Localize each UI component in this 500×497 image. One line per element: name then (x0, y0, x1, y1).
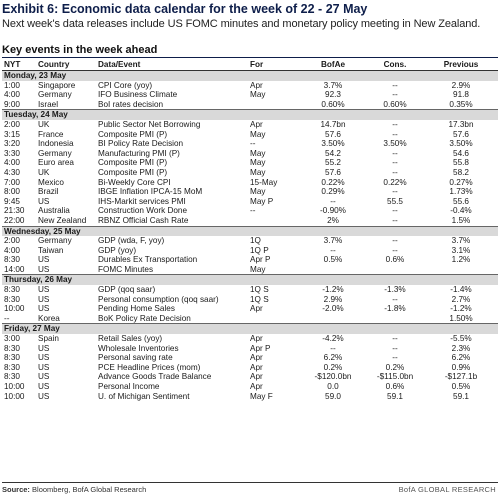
cell-time: 8:30 (4, 255, 20, 265)
cell-time: 3:30 (4, 148, 20, 158)
cell-country: New Zealand (38, 215, 87, 225)
cell-for: May (250, 158, 266, 168)
table-row (2, 120, 498, 130)
cell-bofae: 92.3 (325, 90, 341, 100)
cell-for: Apr (250, 80, 263, 90)
col-header-country: Country (36, 59, 96, 71)
cell-event: Public Sector Net Borrowing (98, 119, 201, 129)
cell-event: GDP (yoy) (98, 245, 137, 255)
cell-for: Apr (250, 362, 263, 372)
cell-event: CPI Core (yoy) (98, 80, 153, 90)
table-row (2, 139, 498, 149)
cell-event: BoK Policy Rate Decision (98, 313, 191, 323)
cell-consensus: 0.2% (385, 362, 405, 372)
cell-consensus: 0.6% (385, 382, 405, 391)
cell-consensus: -1.3% (384, 285, 406, 295)
table-row (2, 295, 498, 305)
cell-event: Manufacturing PMI (P) (98, 148, 180, 158)
table-row (2, 197, 498, 207)
cell-bofae: -4.2% (322, 334, 344, 344)
cell-event: RBNZ Official Cash Rate (98, 215, 189, 225)
cell-consensus (366, 265, 424, 275)
cell-event: Personal Income (98, 382, 160, 391)
cell-country: Brazil (38, 187, 59, 197)
table-row (2, 246, 498, 256)
cell-event: Durables Ex Transportation (98, 255, 198, 265)
cell-time: 9:45 (4, 196, 20, 206)
cell-country: Korea (38, 313, 60, 323)
cell-consensus: -- (392, 294, 398, 304)
table-row (2, 206, 498, 216)
cell-time: 8:30 (4, 353, 20, 363)
cell-country: US (38, 362, 50, 372)
cell-bofae: 0.2% (323, 362, 343, 372)
cell-time: 4:00 (4, 90, 20, 100)
cell-for: Apr (250, 382, 263, 391)
cell-event: Personal saving rate (98, 353, 173, 363)
cell-bofae: 0.22% (321, 177, 345, 187)
cell-time: 10:00 (4, 391, 25, 401)
cell-country: US (38, 353, 50, 363)
cell-bofae (300, 314, 366, 324)
bottom-rule (2, 482, 498, 483)
cell-country: UK (38, 167, 50, 177)
col-header-bofae: BofAe (300, 59, 366, 71)
cell-bofae: -0.90% (320, 206, 346, 216)
cell-consensus: 55.5 (387, 196, 403, 206)
cell-previous: -5.5% (450, 334, 472, 344)
cell-time: 4:30 (4, 167, 20, 177)
table-row (2, 168, 498, 178)
cell-country: Taiwan (38, 245, 64, 255)
cell-for: May (250, 264, 266, 274)
col-header-time: NYT (2, 59, 36, 71)
cell-time: 22:00 (4, 215, 25, 225)
cell-bofae: 3.7% (323, 80, 343, 90)
cell-country: Spain (38, 334, 59, 344)
cell-previous: 3.50% (449, 139, 473, 149)
cell-event: IBGE Inflation IPCA-15 MoM (98, 187, 203, 197)
cell-for: May (250, 129, 266, 139)
cell-consensus: -1.8% (384, 304, 406, 314)
cell-previous: 0.9% (451, 362, 471, 372)
cell-bofae: -- (330, 196, 336, 206)
table-row (2, 130, 498, 140)
table-row (2, 392, 498, 402)
cell-previous: 58.2 (453, 167, 469, 177)
cell-event: IFO Business Climate (98, 90, 178, 100)
source-note (2, 485, 146, 494)
cell-time: 3:00 (4, 334, 20, 344)
table-row (2, 304, 498, 314)
table-row (2, 158, 498, 168)
cell-bofae (300, 265, 366, 275)
cell-bofae: 14.7bn (320, 119, 346, 129)
cell-time: 8:30 (4, 362, 20, 372)
section-title: Key events in the week ahead (2, 44, 158, 56)
table-row (2, 100, 498, 110)
cell-previous (424, 265, 498, 275)
cell-for (248, 314, 300, 324)
table-row (2, 353, 498, 363)
header-row (2, 59, 498, 71)
cell-bofae: 3.7% (323, 236, 343, 246)
table-row (2, 187, 498, 197)
cell-time: 8:00 (4, 187, 20, 197)
cell-bofae: 6.2% (323, 353, 343, 363)
cell-previous: 1.50% (449, 313, 473, 323)
cell-previous: 55.8 (453, 158, 469, 168)
cell-bofae: 0.5% (323, 255, 343, 265)
cell-country: Germany (38, 236, 72, 246)
col-header-previous: Previous (424, 59, 498, 71)
cell-event: Wholesale Inventories (98, 343, 179, 353)
cell-time: 14:00 (4, 264, 25, 274)
cell-consensus: 0.22% (383, 177, 407, 187)
cell-time: -- (4, 313, 10, 323)
cell-event: BI Policy Rate Decision (98, 139, 184, 149)
cell-time: 9:00 (4, 99, 20, 109)
cell-for (248, 216, 300, 226)
cell-event: Advance Goods Trade Balance (98, 372, 212, 382)
table-row (2, 382, 498, 392)
table-row (2, 236, 498, 246)
table-row (2, 81, 498, 91)
cell-for: May (250, 187, 266, 197)
cell-bofae: 3.50% (321, 139, 345, 149)
cell-time: 4:00 (4, 158, 20, 168)
cell-consensus: 59.1 (387, 391, 403, 401)
table-row (2, 363, 498, 373)
cell-consensus: -- (392, 353, 398, 363)
cell-previous: 1.73% (449, 187, 473, 197)
cell-time: 8:30 (4, 343, 20, 353)
cell-event: Retail Sales (yoy) (98, 334, 163, 344)
day-label: Tuesday, 24 May (2, 110, 498, 120)
cell-time: 2:00 (4, 236, 20, 246)
cell-for: Apr (250, 334, 263, 344)
table-row (2, 265, 498, 275)
source-text: Bloomberg, BofA Global Research (32, 485, 147, 494)
cell-event: Composite PMI (P) (98, 158, 168, 168)
cell-for: May P (250, 196, 274, 206)
table-row (2, 344, 498, 354)
cell-time: 1:00 (4, 80, 20, 90)
cell-for: 1Q S (250, 285, 269, 295)
cell-previous: 6.2% (451, 353, 471, 363)
cell-consensus: -- (392, 80, 398, 90)
cell-previous: 17.3bn (448, 119, 474, 129)
cell-event: BoI rates decision (98, 99, 164, 109)
cell-previous: 0.27% (449, 177, 473, 187)
cell-previous: 54.6 (453, 148, 469, 158)
cell-time: 8:30 (4, 285, 20, 295)
cell-event: GDP (wda, F, yoy) (98, 236, 165, 246)
cell-for: 15-May (250, 177, 278, 187)
cell-event: Bi-Weekly Core CPI (98, 177, 171, 187)
cell-previous: -0.4% (450, 206, 472, 216)
cell-country: Australia (38, 206, 70, 216)
cell-consensus: -- (392, 129, 398, 139)
cell-previous: 1.2% (451, 255, 471, 265)
cell-bofae: 57.6 (325, 167, 341, 177)
cell-bofae: 57.6 (325, 129, 341, 139)
cell-bofae: 2.9% (323, 294, 343, 304)
cell-bofae: 55.2 (325, 158, 341, 168)
cell-previous: 59.1 (453, 391, 469, 401)
cell-country: US (38, 304, 50, 314)
cell-time: 21:30 (4, 206, 25, 216)
cell-for: Apr (250, 353, 263, 363)
cell-consensus: -- (392, 245, 398, 255)
cell-country: US (38, 255, 50, 265)
cell-time: 7:00 (4, 177, 20, 187)
cell-for: Apr (250, 304, 263, 314)
cell-bofae: 2% (327, 215, 339, 225)
cell-consensus: -- (392, 236, 398, 246)
cell-for: Apr P (250, 255, 271, 265)
cell-previous: 1.5% (451, 215, 471, 225)
cell-country: UK (38, 119, 50, 129)
cell-previous: 55.6 (453, 196, 469, 206)
cell-for: Apr (250, 119, 263, 129)
table-row (2, 149, 498, 159)
cell-country: US (38, 196, 50, 206)
day-header-row (2, 71, 498, 81)
exhibit-subtitle: Next week's data releases include US FOMC minutes and monetary policy meeting in New Zealand. (2, 18, 481, 30)
day-label: Wednesday, 25 May (2, 226, 498, 236)
cell-previous: -$127.1b (444, 372, 478, 382)
cell-country: US (38, 372, 50, 382)
cell-consensus: -$115.0bn (376, 372, 414, 382)
cell-time: 4:00 (4, 245, 20, 255)
brand-mark: BofA GLOBAL RESEARCH (398, 485, 496, 494)
day-label: Friday, 27 May (2, 324, 498, 334)
cell-for: 1Q S (250, 294, 269, 304)
cell-event: Composite PMI (P) (98, 129, 168, 139)
day-header-row (2, 324, 498, 334)
col-header-event: Data/Event (96, 59, 248, 71)
cell-time: 10:00 (4, 382, 25, 391)
cell-for: -- (250, 206, 256, 216)
cell-consensus: -- (392, 215, 398, 225)
exhibit-title: Exhibit 6: Economic data calendar for the week of 22 - 27 May (2, 2, 368, 16)
table-row (2, 334, 498, 344)
cell-previous: -1.2% (450, 304, 472, 314)
cell-for: Apr P (250, 343, 271, 353)
cell-time: 8:30 (4, 372, 20, 382)
table-row (2, 285, 498, 295)
cell-previous: 3.7% (451, 236, 471, 246)
day-header-row (2, 275, 498, 285)
col-header-for: For (248, 59, 300, 71)
day-label: Monday, 23 May (2, 71, 498, 81)
table-row (2, 372, 498, 382)
cell-bofae: -- (330, 343, 336, 353)
cell-consensus: -- (392, 343, 398, 353)
cell-consensus: -- (392, 187, 398, 197)
cell-country: Germany (38, 90, 72, 100)
cell-country: Singapore (38, 80, 76, 90)
cell-previous: 3.1% (451, 245, 471, 255)
col-header-consensus: Cons. (366, 59, 424, 71)
cell-country: Euro area (38, 158, 74, 168)
cell-previous: 91.8 (453, 90, 469, 100)
cell-event: Pending Home Sales (98, 304, 175, 314)
cell-country: France (38, 129, 64, 139)
cell-previous: 2.7% (451, 294, 471, 304)
cell-country: US (38, 391, 50, 401)
cell-event: Composite PMI (P) (98, 167, 168, 177)
cell-event: U. of Michigan Sentiment (98, 391, 190, 401)
cell-consensus: 3.50% (383, 139, 407, 149)
cell-time: 8:30 (4, 294, 20, 304)
source-label: Source: (2, 485, 30, 494)
cell-consensus: -- (392, 206, 398, 216)
day-header-row (2, 226, 498, 236)
table-row (2, 255, 498, 265)
cell-previous: 2.3% (451, 343, 471, 353)
cell-bofae: 59.0 (325, 391, 341, 401)
cell-consensus: -- (392, 90, 398, 100)
cell-consensus: -- (392, 158, 398, 168)
table-row (2, 314, 498, 324)
cell-for (248, 100, 300, 110)
cell-consensus: -- (392, 167, 398, 177)
top-rule (2, 57, 498, 58)
cell-time: 3:20 (4, 139, 20, 149)
cell-country: US (38, 382, 50, 391)
day-label: Thursday, 26 May (2, 275, 498, 285)
cell-bofae: -$120.0bn (314, 372, 352, 382)
cell-previous: 57.6 (453, 129, 469, 139)
cell-consensus: 0.60% (383, 99, 407, 109)
cell-event: PCE Headline Prices (mom) (98, 362, 201, 372)
cell-previous: 2.9% (451, 80, 471, 90)
cell-country: Israel (38, 99, 59, 109)
table-row (2, 178, 498, 188)
cell-for: May F (250, 391, 273, 401)
cell-country: US (38, 343, 50, 353)
cell-bofae: 0.60% (321, 99, 345, 109)
cell-time: 2:00 (4, 119, 20, 129)
cell-previous: 0.5% (451, 382, 471, 391)
cell-bofae: 54.2 (325, 148, 341, 158)
day-header-row (2, 110, 498, 120)
cell-consensus: -- (392, 334, 398, 344)
calendar-table (2, 59, 498, 401)
cell-event: FOMC Minutes (98, 264, 154, 274)
cell-bofae: 0.29% (321, 187, 345, 197)
cell-previous: 0.35% (449, 99, 473, 109)
cell-time: 3:15 (4, 129, 20, 139)
table-row (2, 90, 498, 100)
cell-consensus: 0.6% (385, 255, 405, 265)
cell-event: Personal consumption (qoq saar) (98, 294, 219, 304)
cell-for: May (250, 90, 266, 100)
cell-for: -- (250, 139, 256, 149)
cell-event: GDP (qoq saar) (98, 285, 156, 295)
cell-consensus: -- (392, 148, 398, 158)
cell-bofae: 0.0 (327, 382, 339, 391)
table-row (2, 216, 498, 226)
cell-country: US (38, 264, 50, 274)
cell-consensus: -- (392, 119, 398, 129)
cell-for: Apr (250, 372, 263, 382)
cell-for: 1Q (250, 236, 261, 246)
cell-event: IHS-Markit services PMI (98, 196, 186, 206)
cell-bofae: -- (330, 245, 336, 255)
cell-bofae: -2.0% (322, 304, 344, 314)
cell-previous: -1.4% (450, 285, 472, 295)
cell-event: Construction Work Done (98, 206, 188, 216)
cell-country: Mexico (38, 177, 64, 187)
cell-consensus (366, 314, 424, 324)
cell-country: Indonesia (38, 139, 74, 149)
calendar-body (2, 71, 498, 402)
cell-country: US (38, 285, 50, 295)
cell-for: 1Q P (250, 245, 269, 255)
cell-time: 10:00 (4, 304, 25, 314)
cell-for: May (250, 148, 266, 158)
cell-for: May (250, 167, 266, 177)
cell-country: US (38, 294, 50, 304)
cell-bofae: -1.2% (322, 285, 344, 295)
cell-country: Germany (38, 148, 72, 158)
